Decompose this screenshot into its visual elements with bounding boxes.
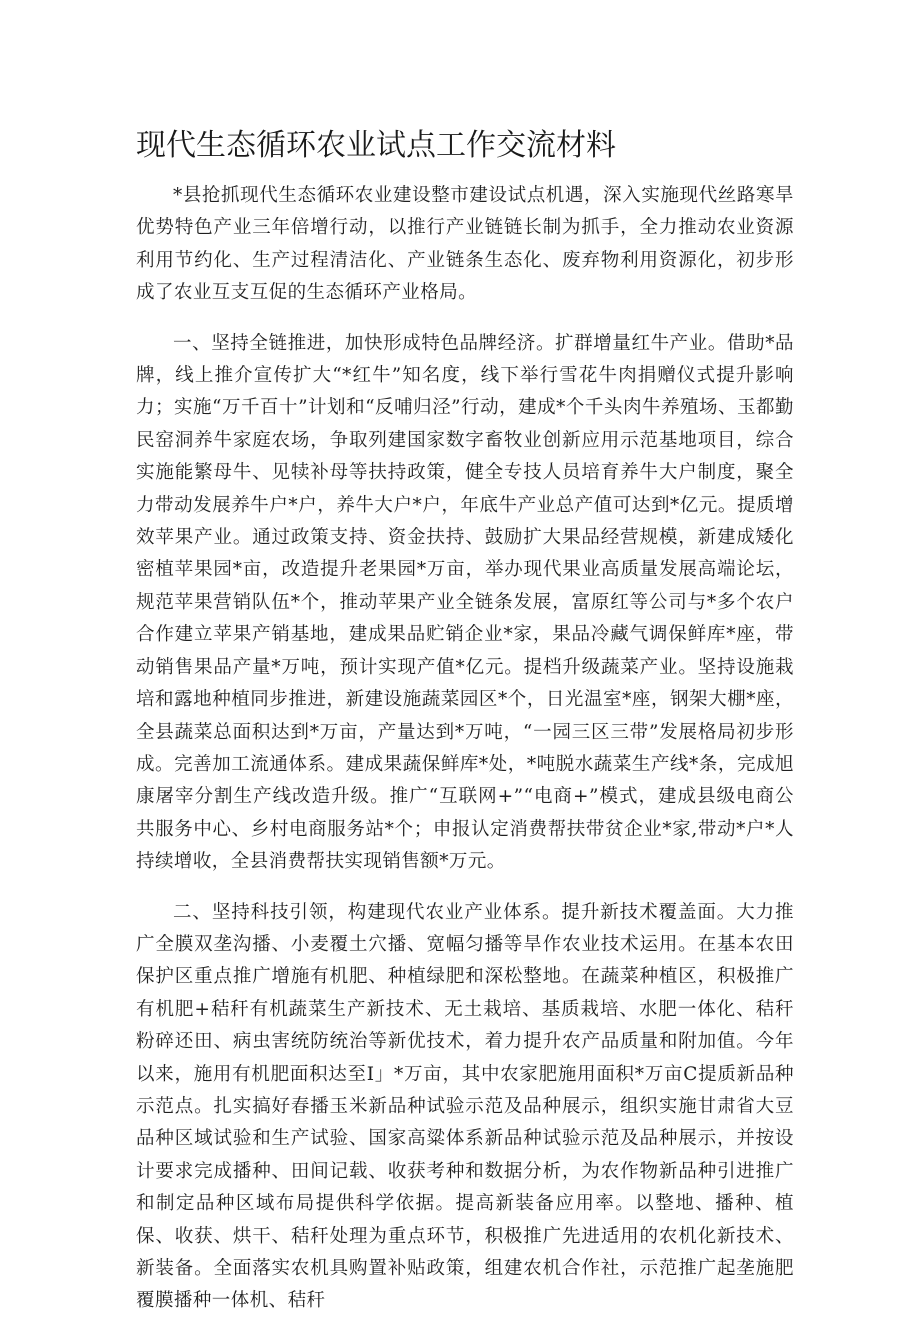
document-title: 现代生态循环农业试点工作交流材料 [136,128,616,163]
document-body [136,180,794,1336]
paragraph-section-one: 一、坚持全链推进，加快形成特色品牌经济。扩群增量红牛产业。借助*品牌，线上推介宣传扩大“*红牛”知名度，线下举行雪花牛肉捐赠仪式提升影响力；实施“万千百十”计划和“反哺归泾”行动，建成*个千头肉牛养殖场、玉都勤民窑洞养牛家庭农场，争取列建国家数字畜牧业创新应用示范基地项目，综合实施能繁母牛、见犊补母等扶持政策，健全专技人员培育养牛大户制度，聚全力带动发展养牛户*户，养牛大户*户，年底牛产业总产值可达到*亿元。提质增效苹果产业。通过政策支持、资金扶持、鼓励扩大果品经营规模，新建成矮化密植苹果园*亩，改造提升老果园*万亩，举办现代果业高质量发展高端论坛，规范苹果营销队伍*个，推动苹果产业全链条发展，富原红等公司与*多个农户合作建立苹果产销基地，建成果品贮销企业*家，果品冷藏气调保鲜库*座，带动销售果品产量*万吨，预计实现产值*亿元。提档升级蔬菜产业。坚持设施栽培和露地种植同步推进，新建设施蔬菜园区*个，日光温室*座，钢架大棚*座，全县蔬菜总面积达到*万亩，产量达到*万吨，“一园三区三带”发展格局初步形成。完善加工流通体系。建成果蔬保鲜库*处，*吨脱水蔬菜生产线*条，完成旭康屠宰分割生产线改造升级。推广“互联网+”“电商+”模式，建成县级电商公共服务中心、乡村电商服务站*个；申报认定消费帮扶带贫企业*家,带动*户*人持续增收，全县消费帮扶实现销售额*万元。 [136,332,794,873]
paragraph-intro: *县抢抓现代生态循环农业建设整市建设试点机遇，深入实施现代丝路寒旱优势特色产业三年倍增行动，以推行产业链链长制为抓手，全力推动农业资源利用节约化、生产过程清洁化、产业链条生态化、废弃物利用资源化，初步形成了农业互支互促的生态循环产业格局。 [136,185,794,304]
paragraph-section-two: 二、坚持科技引领，构建现代农业产业体系。提升新技术覆盖面。大力推广全膜双垄沟播、小麦覆土穴播、宽幅匀播等旱作农业技术运用。在基本农田保护区重点推广增施有机肥、种植绿肥和深松整地。在蔬菜种植区，积极推广有机肥+秸秆有机蔬菜生产新技术、无土栽培、基质栽培、水肥一体化、秸秆粉碎还田、病虫害统防统治等新优技术，着力提升农产品质量和附加值。今年以来，施用有机肥面积达至I」*万亩，其中农家肥施用面积*万亩C提质新品种示范点。扎实搞好春播玉米新品种试验示范及品种展示，组织实施甘肃省大豆品种区域试验和生产试验、国家高粱体系新品种试验示范及品种展示，并按设计要求完成播种、田间记载、收获考种和数据分析，为农作物新品种引进推广和制定品种区域布局提供科学依据。提高新装备应用率。以整地、播种、植保、收获、烘干、秸秆处理为重点环节，积极推广先进适用的农机化新技术、新装备。全面落实农机具购置补贴政策，组建农机合作社，示范推广起垄施肥覆膜播种一体机、秸秆 [136,901,794,1312]
